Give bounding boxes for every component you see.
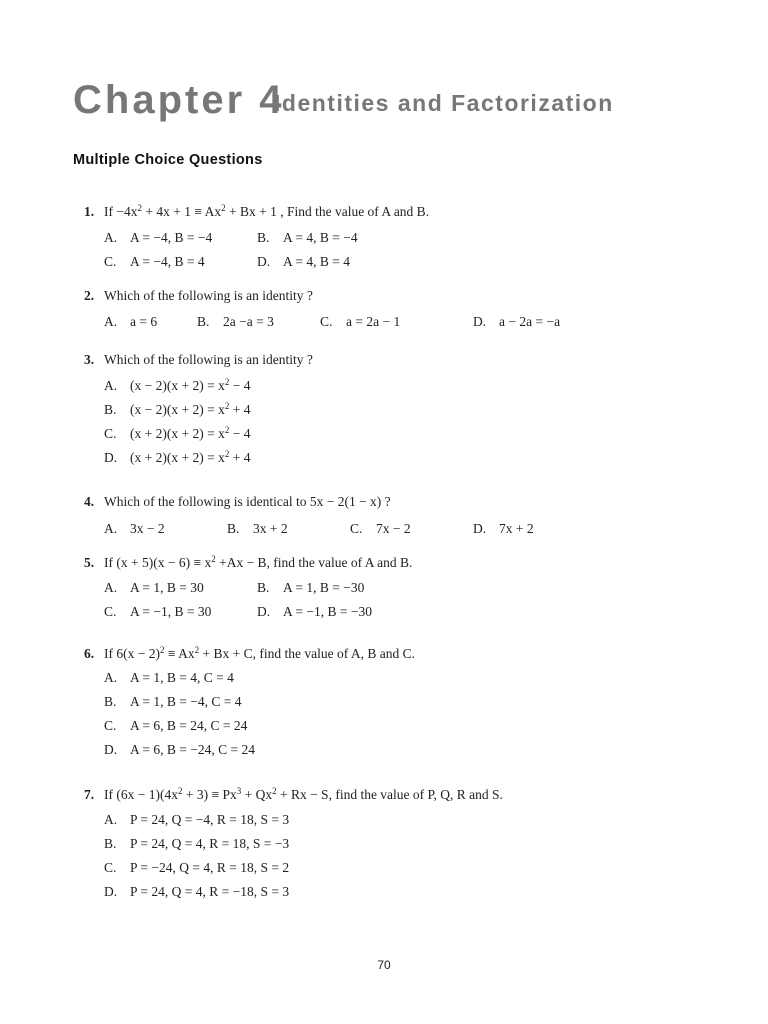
question-1-option-d: D. A = 4, B = 4 [257,254,350,269]
question-3-option-b: B. $(x - 2)(x + 2) = x^2 + 4$ [104,401,251,417]
question-7-option-b: B. P = 24, Q = 4, R = 18, S = −3 [104,836,290,851]
question-5-option-c: C. A = −1, B = 30 [104,604,212,619]
question-2-option-a: A. a = 6 [104,314,158,329]
question-5-number: 5. [84,555,95,570]
question-4-option-a: A. 3x − 2 [104,521,165,536]
chapter-number: Chapter 4 [73,78,285,122]
question-5-option-d: D. A = −1, B = −30 [257,604,372,619]
question-7-option-d: D. P = 24, Q = 4, R = −18, S = 3 [104,884,290,899]
question-1-text: $If -4x^2 + 4x + 1 \equiv Ax^2 + Bx + 1$ , Find the value of A and B. [104,203,430,219]
question-1-option-a: A. A = −4, B = −4 [104,230,213,245]
question-4-option-d: D. 7x + 2 [473,521,534,536]
question-7-option-c: C. P = −24, Q = 4, R = 18, S = 2 [104,860,290,875]
question-2-option-b: B. 2a −a = 3 [197,314,274,329]
question-6-option-d: D. A = 6, B = −24, C = 24 [104,742,255,757]
question-3-text: Which of the following is an identity ? [104,352,313,367]
question-4-text: Which of the following is identical to 5x − 2(1 − x) ? [104,494,391,509]
question-6-option-b: B. A = 1, B = −4, C = 4 [104,694,242,709]
question-2-text: Which of the following is an identity ? [104,288,313,303]
question-5-option-b: B. A = 1, B = −30 [257,580,365,595]
question-6-option-c: C. A = 6, B = 24, C = 24 [104,718,248,733]
question-3-option-c: C. $(x + 2)(x + 2) = x^2 - 4$ [104,425,251,441]
question-2-option-c: C. a = 2a − 1 [320,314,401,329]
question-4-option-b: B. 3x + 2 [227,521,288,536]
question-5-text: If $(x + 5)(x - 6) \equiv x^2 +Ax - B$, find the value of A and B. [104,554,413,570]
question-3-option-d: D. $(x + 2)(x + 2) = x^2 + 4$ [104,449,251,465]
question-6-option-a: A. A = 1, B = 4, C = 4 [104,670,234,685]
question-3-number: 3. [84,352,95,367]
question-1-number: 1. [84,204,95,219]
question-6-number: 6. [84,646,95,661]
question-7-text: If $(6x - 1)(4x^2 + 3) \equiv Px^3 + Qx^2 + Rx - S$, find the value of P, Q, R and S. [104,786,503,802]
question-6-text: If $6(x - 2)^2 \equiv Ax^2 + Bx + C$, find the value of A, B and C. [104,645,415,661]
question-5-option-a: A. A = 1, B = 30 [104,580,204,595]
question-2-number: 2. [84,288,95,303]
section-title: Multiple Choice Questions [73,152,263,168]
page-number: 70 [377,958,391,972]
question-1-option-c: C. A = −4, B = 4 [104,254,205,269]
question-4-number: 4. [84,494,95,509]
chapter-title: Identities and Factorization [274,90,614,116]
question-7-option-a: A. P = 24, Q = −4, R = 18, S = 3 [104,812,290,827]
question-1-option-b: B. A = 4, B = −4 [257,230,358,245]
question-2-option-d: D. a − 2a = −a [473,314,561,329]
question-3-option-a: A. $(x - 2)(x + 2) = x^2 - 4$ [104,377,251,393]
question-4-option-c: C. 7x − 2 [350,521,411,536]
question-7-number: 7. [84,787,95,802]
